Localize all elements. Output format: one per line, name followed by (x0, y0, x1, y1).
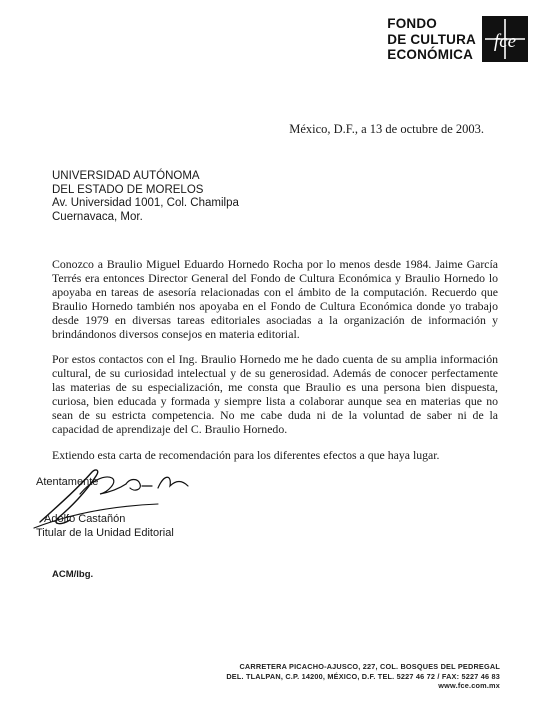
recipient-line-3: Av. Universidad 1001, Col. Chamilpa (52, 197, 239, 209)
footer-address-line-2: DEL. TLALPAN, C.P. 14200, MÉXICO, D.F. TEL. 5227 46 72 / FAX: 5227 46 83 (226, 671, 500, 681)
typist-initials: ACM/lbg. (52, 569, 94, 580)
recipient-address (52, 170, 239, 224)
recipient-line-1: UNIVERSIDAD AUTÓNOMA (52, 170, 200, 182)
body-paragraph-3: Extiendo esta carta de recomendación para los diferentes efectos a que haya lugar. (52, 447, 440, 462)
logo-lettering: fce (493, 31, 517, 52)
publisher-name-line-1: FONDO (387, 16, 437, 31)
signer-name: Adolfo Castañón (44, 513, 126, 525)
footer-address-line-1: CARRETERA PICACHO-AJUSCO, 227, COL. BOSQUES DEL PEDREGAL (239, 662, 500, 671)
body-paragraph-2: Por estos contactos con el Ing. Braulio Hornedo me he dado cuenta de su amplia información cultural, de su curiosidad intelectual y de su generosidad. Además de conocer perfectamente las materias de su especialización, me consta que Braulio es una persona bien dispuesta, curiosa, bien educada y formada y siempre lista a colaborar aunque sea en materias que no sean de su estricta competencia. No me cabe duda ni de la voluntad de saber ni de la capacidad de aprendizaje del C. Braulio Hornedo. (52, 352, 498, 436)
salutation: Atentamente (36, 476, 99, 488)
recipient-line-4: Cuernavaca, Mor. (52, 210, 143, 223)
publisher-name-line-2: DE CULTURA (387, 31, 476, 47)
letter-date: México, D.F., a 13 de octubre de 2003. (289, 122, 484, 136)
letterhead (387, 16, 528, 63)
recipient-line-2: DEL ESTADO DE MORELOS (52, 183, 204, 196)
publisher-name (387, 16, 476, 63)
body-paragraph-1: Conozco a Braulio Miguel Eduardo Hornedo Rocha por lo menos desde 1984. Jaime García Terrés era entonces Director General del Fondo de Cultura Económica y Braulio Hornedo lo apoyaba en tareas de asesoría relacionadas con el ámbito de la computación. Recuerdo que Braulio Hornedo también nos apoyaba en el Fondo de Cultura Económica donde yo trabajo desde 1979 en diversas tareas editoriales asociadas a la organización de información y brindándonos diversos consejos en materia editorial. (52, 257, 498, 341)
footer-website: www.fce.com.mx (438, 681, 500, 691)
publisher-name-line-3: ECONÓMICA (387, 47, 474, 62)
signer-title: Titular de la Unidad Editorial (36, 527, 174, 539)
fce-logo-icon (482, 16, 528, 62)
closing-block (36, 476, 336, 556)
letterhead-footer (226, 662, 500, 691)
letter-body (52, 258, 498, 475)
handwritten-signature-icon (30, 464, 210, 536)
